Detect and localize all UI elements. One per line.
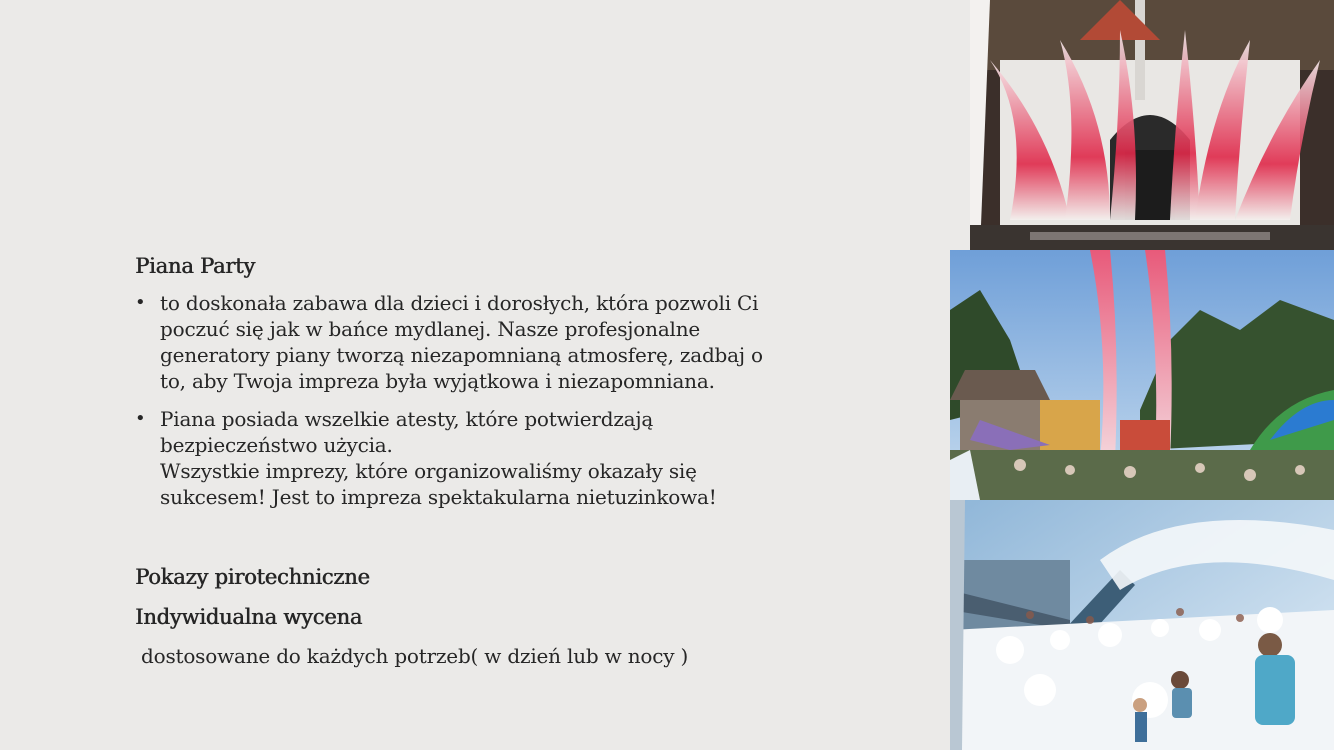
- list-item-line: bezpieczeństwo użycia.: [160, 433, 393, 457]
- photo-outdoor-party: [950, 250, 1334, 500]
- photo-foam-party: [950, 500, 1334, 750]
- text-content: [135, 254, 835, 522]
- list-item-line: poczuć się jak w bańce mydlanej. Nasze profesjonalne: [160, 317, 701, 341]
- list-item: [135, 406, 835, 510]
- feature-list: [135, 290, 835, 510]
- photo-church-fireworks: [970, 0, 1334, 250]
- bullet-icon: •: [135, 292, 146, 313]
- list-item: [135, 290, 835, 394]
- list-item-line: Piana posiada wszelkie atesty, które potwierdzają: [160, 407, 654, 431]
- list-item-line: to, aby Twoja impreza była wyjątkowa i niezapomniana.: [160, 369, 715, 393]
- list-item-line: to doskonała zabawa dla dzieci i dorosłych, która pozwoli Ci: [160, 291, 759, 315]
- foam-party-image: [950, 500, 1334, 750]
- photo-collage: [945, 0, 1334, 750]
- section-title-pyrotechnics: Pokazy pirotechniczne: [135, 565, 370, 589]
- section-subtitle-pricing: Indywidualna wycena: [135, 605, 363, 629]
- pricing-note: dostosowane do każdych potrzeb( w dzień lub w nocy ): [141, 644, 689, 668]
- outdoor-party-image: [950, 250, 1334, 500]
- list-item-line: sukcesem! Jest to impreza spektakularna nietuzinkowa!: [160, 485, 717, 509]
- list-item-line: generatory piany tworzą niezapomnianą atmosferę, zadbaj o: [160, 343, 763, 367]
- church-fireworks-image: [970, 0, 1334, 250]
- list-item-line: Wszystkie imprezy, które organizowaliśmy okazały się: [160, 459, 697, 483]
- bullet-icon: •: [135, 408, 146, 429]
- section-title-piana-party: Piana Party: [135, 254, 255, 278]
